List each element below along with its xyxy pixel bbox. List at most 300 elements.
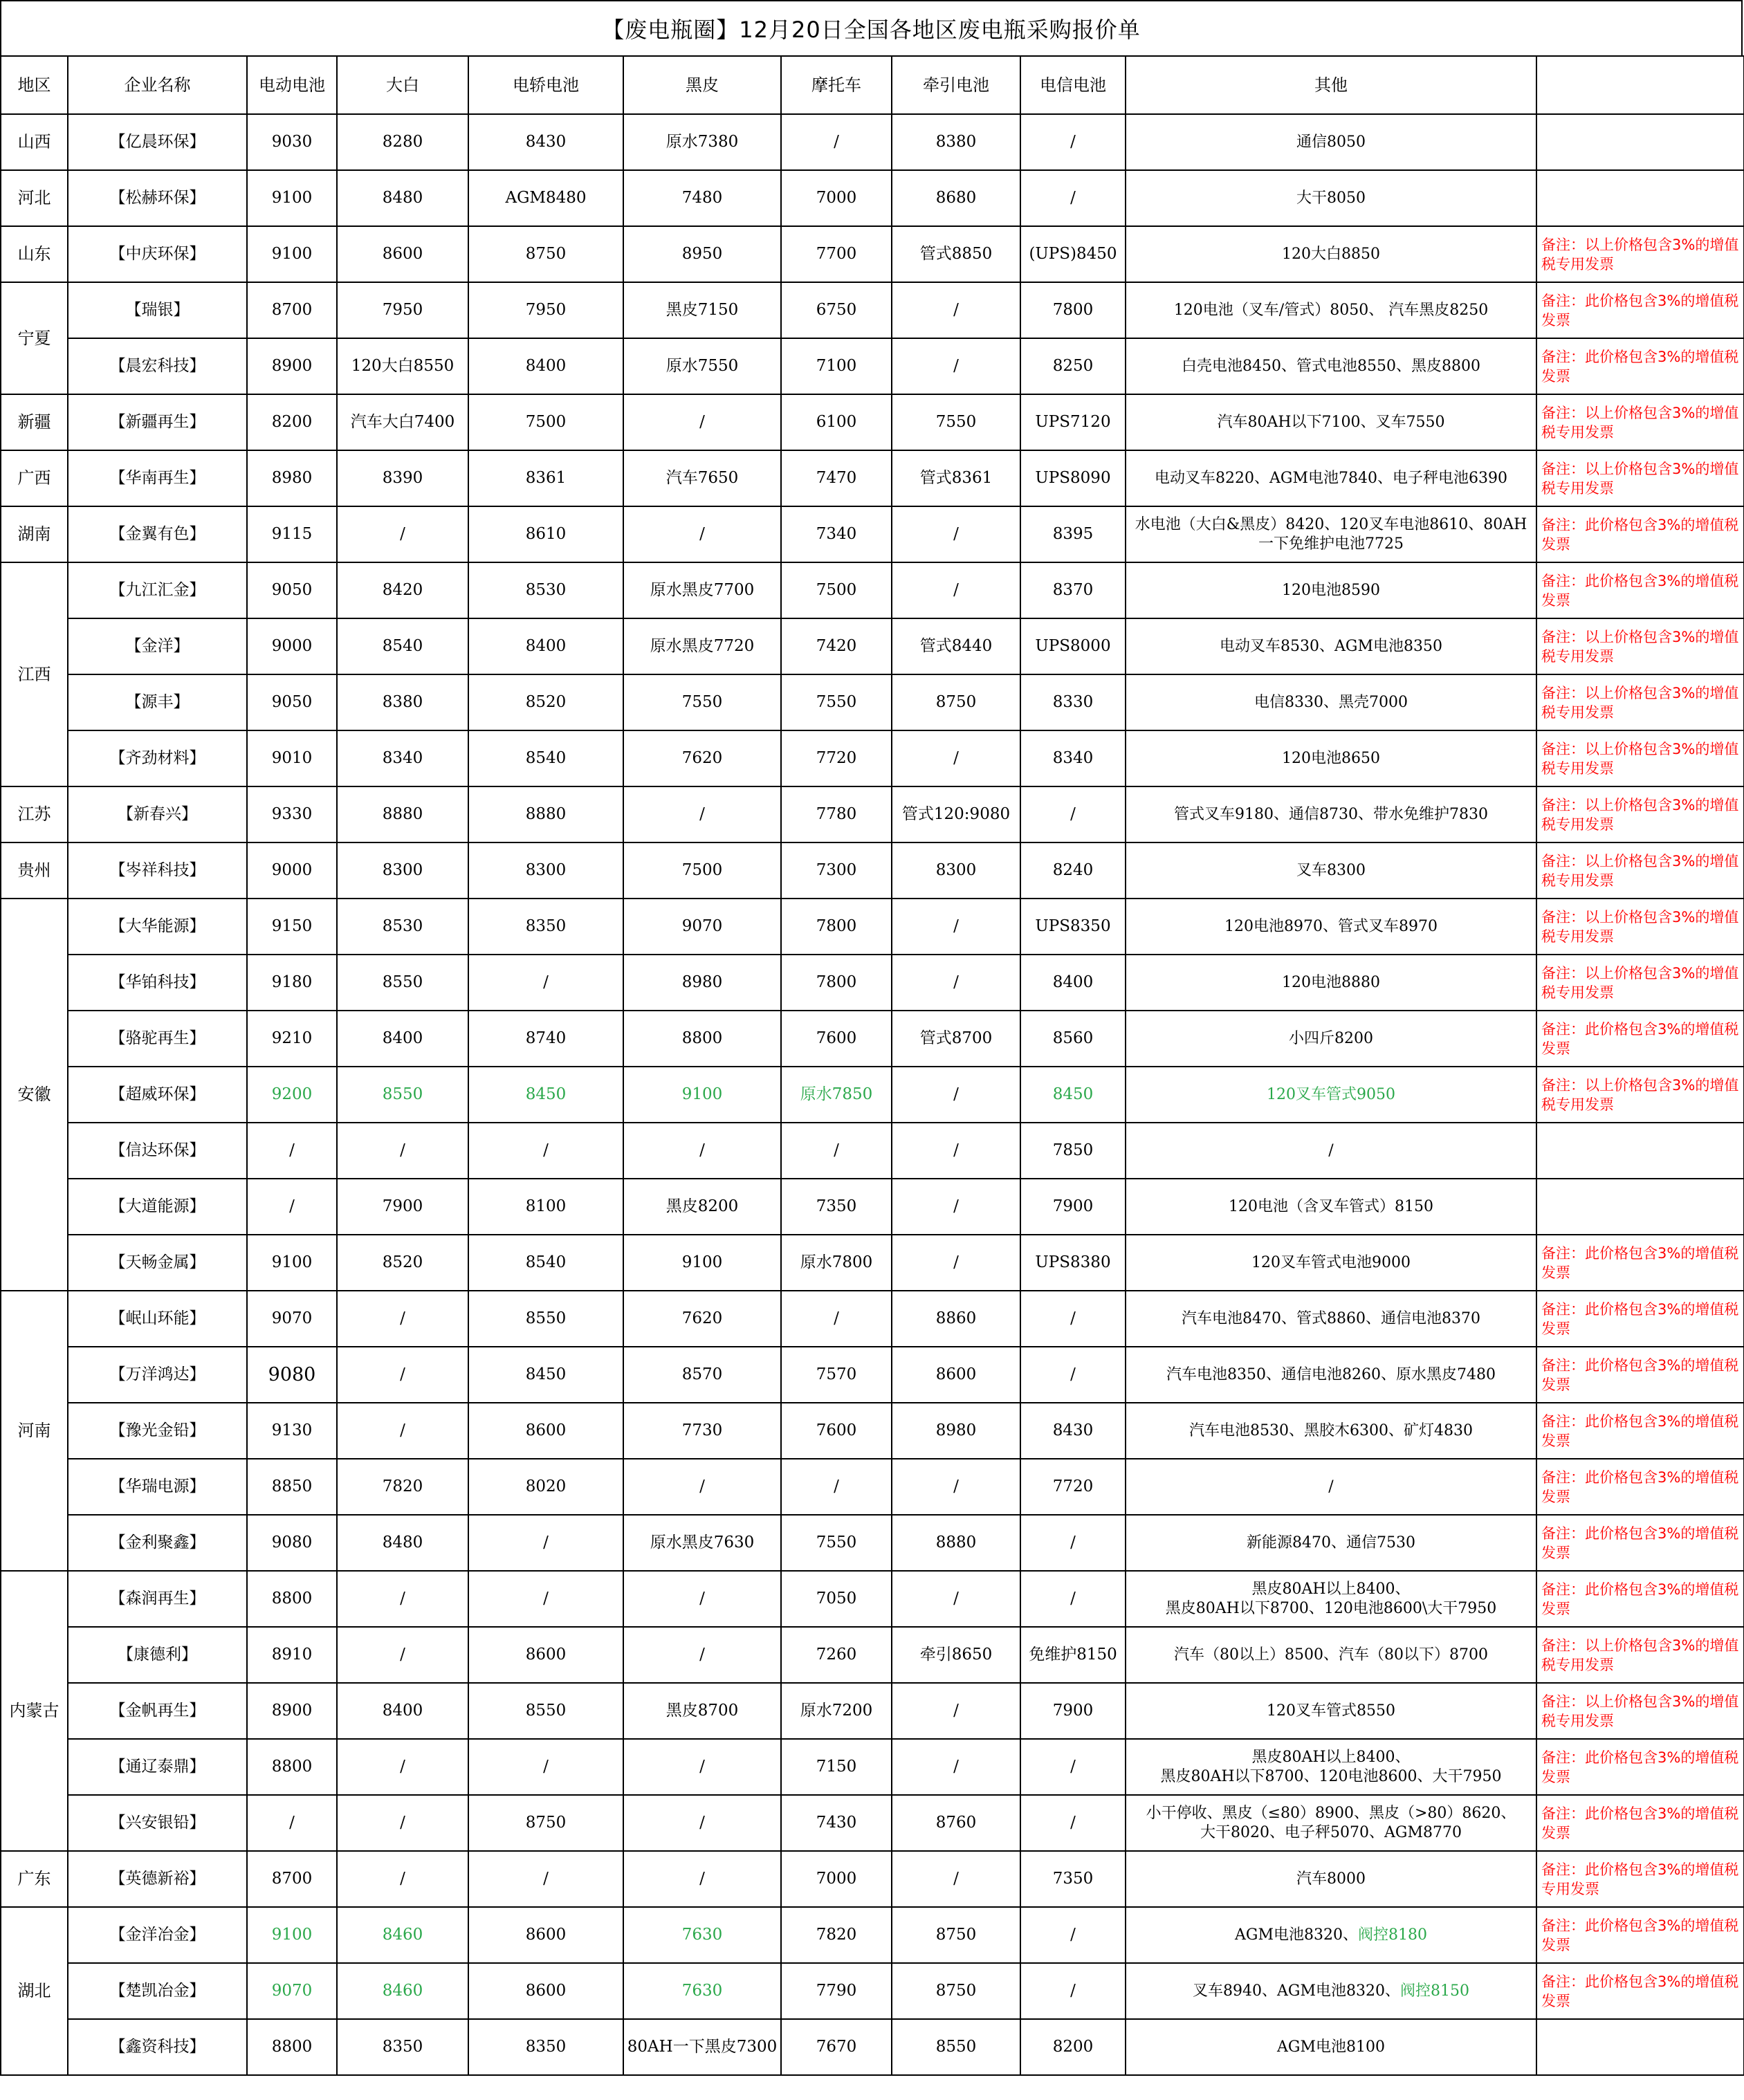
table-row (1, 1627, 1744, 1683)
company-cell: 【晨宏科技】 (68, 338, 247, 394)
note-cell (1536, 2019, 1744, 2075)
table-row (1, 1347, 1744, 1403)
price-cell: / (623, 1123, 781, 1179)
table-row (1, 1515, 1744, 1571)
header-cell: 摩托车 (781, 56, 892, 114)
price-cell: / (1020, 1795, 1126, 1851)
price-cell: UPS8090 (1020, 450, 1126, 506)
price-cell: 7100 (781, 338, 892, 394)
price-cell: 牵引8650 (892, 1627, 1020, 1683)
price-cell: 8860 (892, 1291, 1020, 1347)
price-cell: / (623, 1459, 781, 1515)
price-cell: / (468, 1851, 623, 1907)
price-cell: 8395 (1020, 506, 1126, 562)
price-cell: 8880 (337, 786, 468, 842)
price-cell: 9070 (623, 899, 781, 955)
price-cell: 8880 (468, 786, 623, 842)
price-cell: 80AH一下黑皮7300 (623, 2019, 781, 2075)
price-cell: 8540 (468, 1235, 623, 1291)
note-cell: 备注：以上价格包含3%的增值税专用发票 (1536, 394, 1744, 450)
price-cell: 8700 (247, 1851, 337, 1907)
price-cell: 8600 (468, 1627, 623, 1683)
price-cell: 9100 (623, 1067, 781, 1123)
note-cell: 备注：此价格包含3%的增值税发票 (1536, 1347, 1744, 1403)
price-cell: 9030 (247, 114, 337, 170)
note-cell: 备注：此价格包含3%的增值税发票 (1536, 338, 1744, 394)
other-text: 叉车8940、AGM电池8320、 (1193, 1982, 1400, 2000)
price-cell: / (892, 730, 1020, 786)
price-cell: 9080 (247, 1515, 337, 1571)
price-cell: 原水7800 (781, 1235, 892, 1291)
price-cell: 8390 (337, 450, 468, 506)
price-cell: 8800 (247, 1739, 337, 1795)
price-cell: / (1020, 1571, 1126, 1627)
table-row (1, 1123, 1744, 1179)
other-text: 120电池8880 (1282, 973, 1380, 991)
price-cell: / (468, 1515, 623, 1571)
header-cell: 地区 (1, 56, 68, 114)
company-cell: 【英德新裕】 (68, 1851, 247, 1907)
other-text: 黑皮80AH以上8400、 (1251, 1580, 1411, 1598)
price-cell: 8740 (468, 1011, 623, 1067)
company-cell: 【大道能源】 (68, 1179, 247, 1235)
price-cell: / (781, 114, 892, 170)
price-cell: 8850 (247, 1459, 337, 1515)
price-cell: 原水黑皮7700 (623, 562, 781, 618)
price-cell: / (468, 1123, 623, 1179)
price-cell: / (468, 955, 623, 1011)
price-cell: 7780 (781, 786, 892, 842)
table-row (1, 338, 1744, 394)
other-text: 汽车（80以上）8500、汽车（80以下）8700 (1174, 1646, 1488, 1664)
price-cell: / (892, 1683, 1020, 1739)
header-cell: 电信电池 (1020, 56, 1126, 114)
note-cell: 备注：以上价格包含3%的增值税专用发票 (1536, 842, 1744, 899)
price-cell: 8540 (337, 618, 468, 674)
company-cell: 【金洋冶金】 (68, 1907, 247, 1963)
price-cell: 8250 (1020, 338, 1126, 394)
other-text: 120叉车管式电池9000 (1251, 1253, 1411, 1271)
price-cell: 8800 (623, 1011, 781, 1067)
region-cell: 广西 (1, 450, 68, 506)
price-table (0, 55, 1744, 2076)
price-cell: 8340 (337, 730, 468, 786)
region-cell: 宁夏 (1, 282, 68, 394)
other-cell (1126, 562, 1536, 618)
other-text: 大干8020、电子秤5070、AGM8770 (1200, 1823, 1462, 1841)
price-cell: 8200 (1020, 2019, 1126, 2075)
header-cell: 企业名称 (68, 56, 247, 114)
price-cell: UPS7120 (1020, 394, 1126, 450)
region-cell: 广东 (1, 1851, 68, 1907)
note-cell (1536, 114, 1744, 170)
company-cell: 【华瑞电源】 (68, 1459, 247, 1515)
table-row (1, 1459, 1744, 1515)
other-cell (1126, 114, 1536, 170)
price-cell: 8450 (468, 1347, 623, 1403)
note-cell (1536, 170, 1744, 226)
price-cell: / (623, 1739, 781, 1795)
other-text: 电动叉车8530、AGM电池8350 (1220, 637, 1442, 655)
price-cell: 8380 (892, 114, 1020, 170)
company-cell: 【森润再生】 (68, 1571, 247, 1627)
table-row (1, 1571, 1744, 1627)
table-row (1, 1291, 1744, 1347)
price-cell: 7720 (781, 730, 892, 786)
note-cell: 备注：此价格包含3%的增值税发票 (1536, 506, 1744, 562)
price-cell: / (468, 1571, 623, 1627)
other-cell (1126, 1851, 1536, 1907)
price-cell: 7350 (781, 1179, 892, 1235)
price-cell: / (892, 506, 1020, 562)
other-text: 120电池8650 (1282, 749, 1380, 767)
price-cell: 7480 (623, 170, 781, 226)
company-cell: 【岷山环能】 (68, 1291, 247, 1347)
price-cell: / (623, 1627, 781, 1683)
price-cell: 黑皮8200 (623, 1179, 781, 1235)
region-cell: 河北 (1, 170, 68, 226)
table-row (1, 2019, 1744, 2075)
price-cell: 8800 (247, 1571, 337, 1627)
price-cell: 7900 (337, 1179, 468, 1235)
price-cell: / (623, 1795, 781, 1851)
company-cell: 【中庆环保】 (68, 226, 247, 282)
other-text: 120电池（叉车/管式）8050、 汽车黑皮8250 (1173, 301, 1489, 319)
note-cell: 备注：以上价格包含3%的增值税专用发票 (1536, 730, 1744, 786)
other-text: 汽车电池8470、管式8860、通信电池8370 (1182, 1309, 1480, 1327)
table-row (1, 282, 1744, 338)
price-cell: 7500 (623, 842, 781, 899)
other-cell (1126, 955, 1536, 1011)
price-cell: 7850 (1020, 1123, 1126, 1179)
other-cell (1126, 1067, 1536, 1123)
note-cell: 备注：此价格包含3%的增值税发票 (1536, 1291, 1744, 1347)
note-cell: 备注：此价格包含3%的增值税发票 (1536, 1739, 1744, 1795)
company-cell: 【鑫资科技】 (68, 2019, 247, 2075)
price-cell: 7600 (781, 1011, 892, 1067)
table-row (1, 1403, 1744, 1459)
price-cell: / (337, 1571, 468, 1627)
price-cell: 8540 (468, 730, 623, 786)
price-cell: 8400 (337, 1011, 468, 1067)
other-cell (1126, 1515, 1536, 1571)
other-cell (1126, 1627, 1536, 1683)
price-cell: 9180 (247, 955, 337, 1011)
other-cell (1126, 786, 1536, 842)
note-cell (1536, 1179, 1744, 1235)
table-body (1, 56, 1744, 2075)
other-text: 小四斤8200 (1289, 1029, 1373, 1047)
price-cell: / (892, 1851, 1020, 1907)
note-cell: 备注：此价格包含3%的增值税发票 (1536, 1571, 1744, 1627)
price-cell: 7820 (337, 1459, 468, 1515)
price-cell: / (623, 506, 781, 562)
region-cell: 山东 (1, 226, 68, 282)
note-cell: 备注：以上价格包含3%的增值税专用发票 (1536, 226, 1744, 282)
other-cell (1126, 338, 1536, 394)
company-cell: 【新春兴】 (68, 786, 247, 842)
sheet-title: 【废电瓶圈】12月20日全国各地区废电瓶采购报价单 (0, 0, 1743, 57)
note-cell: 备注：以上价格包含3%的增值税专用发票 (1536, 450, 1744, 506)
price-cell: / (1020, 1739, 1126, 1795)
price-cell: 8460 (337, 1963, 468, 2019)
price-cell: / (337, 1851, 468, 1907)
price-cell: 汽车7650 (623, 450, 781, 506)
other-cell (1126, 1795, 1536, 1851)
price-cell: 原水7380 (623, 114, 781, 170)
other-text: 120叉车管式9050 (1267, 1085, 1395, 1103)
price-cell: / (892, 955, 1020, 1011)
other-text: 黑皮80AH以下8700、120电池8600、大干7950 (1160, 1767, 1502, 1785)
region-cell: 内蒙古 (1, 1571, 68, 1851)
price-cell: 8750 (468, 226, 623, 282)
company-cell: 【信达环保】 (68, 1123, 247, 1179)
price-cell: 8340 (1020, 730, 1126, 786)
other-text: 120电池（含叉车管式）8150 (1229, 1197, 1433, 1215)
price-cell: 6100 (781, 394, 892, 450)
price-cell: / (1020, 1907, 1126, 1963)
price-cell: 8530 (337, 899, 468, 955)
price-cell: 8600 (468, 1963, 623, 2019)
header-cell: 电动电池 (247, 56, 337, 114)
other-cell (1126, 1347, 1536, 1403)
price-cell: / (892, 282, 1020, 338)
company-cell: 【岑祥科技】 (68, 842, 247, 899)
price-cell: 黑皮8700 (623, 1683, 781, 1739)
other-text: 通信8050 (1296, 133, 1366, 151)
other-cell (1126, 506, 1536, 562)
price-cell: 7800 (1020, 282, 1126, 338)
note-cell: 备注：以上价格包含3%的增值税专用发票 (1536, 674, 1744, 730)
price-cell: 管式8850 (892, 226, 1020, 282)
company-cell: 【金帆再生】 (68, 1683, 247, 1739)
table-row (1, 1179, 1744, 1235)
other-cell (1126, 842, 1536, 899)
price-cell: 7620 (623, 1291, 781, 1347)
price-cell: 8361 (468, 450, 623, 506)
table-row (1, 1235, 1744, 1291)
other-text: AGM电池8320、 (1235, 1926, 1358, 1944)
price-cell: 7900 (1020, 1179, 1126, 1235)
company-cell: 【大华能源】 (68, 899, 247, 955)
table-row (1, 730, 1744, 786)
region-cell: 山西 (1, 114, 68, 170)
other-cell (1126, 1459, 1536, 1515)
note-cell: 备注：以上价格包含3%的增值税专用发票 (1536, 1627, 1744, 1683)
price-cell: 7260 (781, 1627, 892, 1683)
price-cell: 8550 (892, 2019, 1020, 2075)
other-text: 汽车8000 (1296, 1870, 1366, 1888)
price-cell: / (623, 786, 781, 842)
price-cell: / (468, 1739, 623, 1795)
price-cell: 9070 (247, 1963, 337, 2019)
note-cell: 备注：此价格包含3%的增值税发票 (1536, 1011, 1744, 1067)
price-cell: / (623, 1571, 781, 1627)
price-cell: 8550 (337, 955, 468, 1011)
price-cell: 8400 (1020, 955, 1126, 1011)
price-cell: 7500 (781, 562, 892, 618)
price-cell: / (247, 1123, 337, 1179)
other-cell (1126, 1291, 1536, 1347)
company-cell: 【齐劲材料】 (68, 730, 247, 786)
price-cell: 原水7200 (781, 1683, 892, 1739)
company-cell: 【兴安银铅】 (68, 1795, 247, 1851)
price-cell: 7800 (781, 955, 892, 1011)
header-cell: 电轿电池 (468, 56, 623, 114)
price-cell: 8980 (892, 1403, 1020, 1459)
table-row (1, 674, 1744, 730)
price-cell: / (892, 1235, 1020, 1291)
price-cell: / (1020, 1515, 1126, 1571)
price-cell: / (337, 1291, 468, 1347)
company-cell: 【豫光金铅】 (68, 1403, 247, 1459)
price-cell: 7700 (781, 226, 892, 282)
price-cell: 8400 (468, 338, 623, 394)
price-cell: 9000 (247, 618, 337, 674)
price-cell: / (1020, 1963, 1126, 2019)
other-text: 白壳电池8450、管式电池8550、黑皮8800 (1182, 357, 1480, 375)
region-cell: 湖北 (1, 1907, 68, 2075)
price-cell: 9100 (247, 170, 337, 226)
region-cell: 贵州 (1, 842, 68, 899)
note-cell: 备注：此价格包含3%的增值税发票 (1536, 1459, 1744, 1515)
price-cell: 8680 (892, 170, 1020, 226)
price-cell: 7950 (337, 282, 468, 338)
table-row (1, 786, 1744, 842)
price-cell: 7550 (623, 674, 781, 730)
header-cell: 其他 (1126, 56, 1536, 114)
table-row (1, 1067, 1744, 1123)
price-cell: 8460 (337, 1907, 468, 1963)
other-cell (1126, 1011, 1536, 1067)
price-cell: 9130 (247, 1403, 337, 1459)
price-cell: / (892, 1067, 1020, 1123)
price-cell: 7300 (781, 842, 892, 899)
price-cell: 8520 (468, 674, 623, 730)
note-cell: 备注：此价格包含3%的增值税发票 (1536, 1235, 1744, 1291)
price-cell: 原水黑皮7720 (623, 618, 781, 674)
price-cell: 7820 (781, 1907, 892, 1963)
price-cell: 7430 (781, 1795, 892, 1851)
price-cell: 汽车大白7400 (337, 394, 468, 450)
other-cell (1126, 674, 1536, 730)
other-text: 电动叉车8220、AGM电池7840、电子秤电池6390 (1155, 469, 1507, 487)
price-cell: / (781, 1291, 892, 1347)
price-cell: 9100 (623, 1235, 781, 1291)
price-cell: 9210 (247, 1011, 337, 1067)
other-cell (1126, 170, 1536, 226)
other-text: 水电池（大白&黑皮）8420、120叉车电池8610、80AH (1135, 515, 1527, 533)
price-cell: UPS8380 (1020, 1235, 1126, 1291)
price-cell: 7470 (781, 450, 892, 506)
other-cell (1126, 899, 1536, 955)
other-text: 新能源8470、通信7530 (1247, 1533, 1415, 1551)
other-text: 120电池8590 (1282, 581, 1380, 599)
price-cell: 8980 (623, 955, 781, 1011)
table-row (1, 955, 1744, 1011)
price-cell: / (892, 338, 1020, 394)
other-text: 汽车电池8530、黑胶木6300、矿灯4830 (1189, 1421, 1473, 1439)
note-cell: 备注：以上价格包含3%的增值税专用发票 (1536, 899, 1744, 955)
other-cell (1126, 730, 1536, 786)
price-cell: 8350 (468, 899, 623, 955)
price-cell: 7630 (623, 1963, 781, 2019)
price-cell: 管式120:9080 (892, 786, 1020, 842)
table-row (1, 618, 1744, 674)
price-cell: / (892, 1739, 1020, 1795)
other-text: 大干8050 (1296, 189, 1366, 207)
other-text: 电信8330、黑壳7000 (1254, 693, 1408, 711)
other-cell (1126, 1907, 1536, 1963)
price-cell: 8700 (247, 282, 337, 338)
price-cell: 9200 (247, 1067, 337, 1123)
price-cell: / (337, 1403, 468, 1459)
price-cell: / (337, 1795, 468, 1851)
price-cell: UPS8350 (1020, 899, 1126, 955)
other-cell (1126, 282, 1536, 338)
price-cell: 8880 (892, 1515, 1020, 1571)
price-cell: / (781, 1123, 892, 1179)
price-cell: 120大白8550 (337, 338, 468, 394)
header-cell (1536, 56, 1744, 114)
table-row (1, 1683, 1744, 1739)
price-cell: 原水7550 (623, 338, 781, 394)
price-cell: / (623, 1851, 781, 1907)
other-text: 叉车8300 (1296, 861, 1366, 879)
price-cell: 8980 (247, 450, 337, 506)
region-cell: 新疆 (1, 394, 68, 450)
price-cell: (UPS)8450 (1020, 226, 1126, 282)
other-text: 阀控8150 (1399, 1982, 1469, 2000)
price-cell: 8750 (468, 1795, 623, 1851)
price-cell: 9100 (247, 1235, 337, 1291)
price-cell: 8280 (337, 114, 468, 170)
price-cell: 7670 (781, 2019, 892, 2075)
price-cell: 7150 (781, 1739, 892, 1795)
other-text: 汽车80AH以下7100、叉车7550 (1217, 413, 1445, 431)
price-cell: / (1020, 1347, 1126, 1403)
price-cell: 8420 (337, 562, 468, 618)
table-row (1, 842, 1744, 899)
company-cell: 【亿晨环保】 (68, 114, 247, 170)
other-text: 120大白8850 (1282, 245, 1380, 263)
price-cell: / (892, 1571, 1020, 1627)
note-cell: 备注：以上价格包含3%的增值税专用发票 (1536, 955, 1744, 1011)
price-cell: 7790 (781, 1963, 892, 2019)
company-cell: 【康德利】 (68, 1627, 247, 1683)
price-cell: 9100 (247, 226, 337, 282)
price-cell: 9000 (247, 842, 337, 899)
other-text: 小干停收、黑皮（≤80）8900、黑皮（>80）8620、 (1146, 1804, 1516, 1822)
other-cell (1126, 618, 1536, 674)
note-cell: 备注：此价格包含3%的增值税发票 (1536, 1515, 1744, 1571)
company-cell: 【源丰】 (68, 674, 247, 730)
price-cell: 9050 (247, 562, 337, 618)
other-cell (1126, 2019, 1536, 2075)
note-cell: 备注：此价格包含3%的增值税发票 (1536, 1795, 1744, 1851)
price-cell: / (337, 1627, 468, 1683)
price-cell: / (892, 1179, 1020, 1235)
price-cell: 8550 (468, 1291, 623, 1347)
price-cell: 7550 (781, 674, 892, 730)
price-cell: 7340 (781, 506, 892, 562)
other-cell (1126, 1403, 1536, 1459)
price-cell: 8600 (892, 1347, 1020, 1403)
price-cell: 9070 (247, 1291, 337, 1347)
note-cell: 备注：此价格包含3%的增值税发票 (1536, 1907, 1744, 1963)
price-cell: / (892, 899, 1020, 955)
price-cell: 8480 (337, 1515, 468, 1571)
